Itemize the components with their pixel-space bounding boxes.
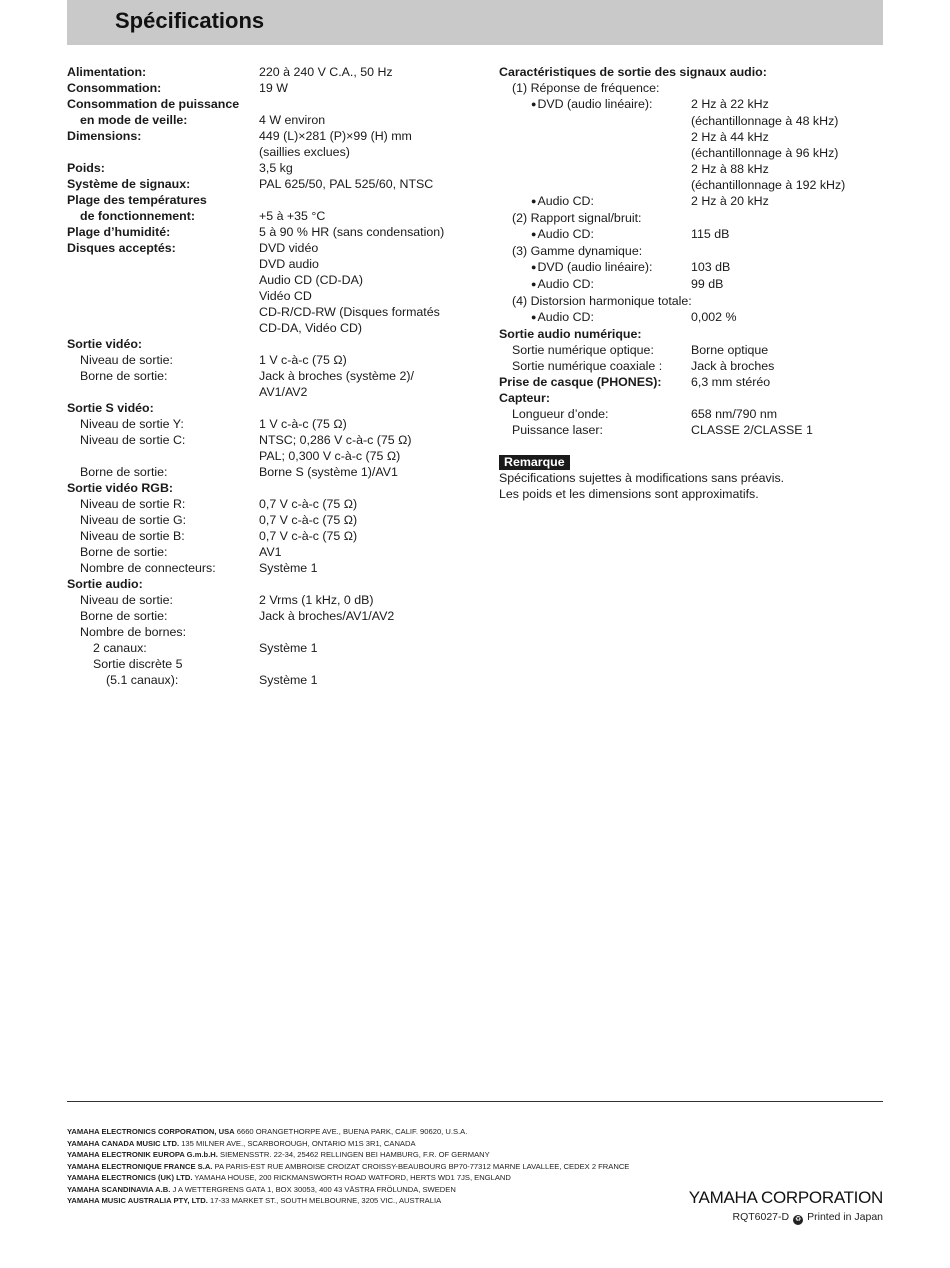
spec-value: 2 Hz à 22 kHz: [691, 97, 769, 111]
spec-label: ● Audio CD:: [499, 193, 691, 210]
spec-row: [67, 240, 467, 256]
spec-value: CD-DA, Vidéo CD): [259, 321, 363, 335]
spec-value: 2 Hz à 44 kHz: [691, 130, 769, 144]
footer-address-line: [67, 1172, 707, 1184]
spec-label: Dimensions:: [67, 129, 142, 143]
footer-address-line: [67, 1161, 707, 1173]
specs-right-column: [499, 64, 883, 502]
spec-row: [67, 352, 467, 368]
footer-address: J A WETTERGRENS GATA 1, BOX 30053, 400 43 VÄSTRA FRÖLUNDA, SWEDEN: [172, 1184, 456, 1194]
spec-value: [259, 192, 467, 208]
spec-label: de fonctionnement:: [80, 209, 195, 223]
spec-value: 0,7 V c-à-c (75 Ω): [259, 529, 358, 543]
spec-label: [67, 288, 259, 304]
spec-value: Vidéo CD: [259, 289, 312, 303]
spec-value: [259, 400, 467, 416]
spec-label: Consommation:: [67, 81, 162, 95]
spec-label: Borne de sortie:: [80, 369, 168, 383]
spec-label: [67, 448, 259, 464]
spec-label: (2) Rapport signal/bruit:: [512, 211, 642, 225]
spec-label: Plage des températures: [67, 193, 207, 207]
spec-label: Sortie S vidéo:: [67, 401, 154, 415]
footer-address-line: [67, 1138, 707, 1150]
spec-value: 2 Hz à 20 kHz: [691, 194, 769, 208]
spec-row: [499, 293, 883, 309]
spec-row: [67, 336, 467, 352]
spec-value: 2 Hz à 88 kHz: [691, 162, 769, 176]
spec-row: [499, 80, 883, 96]
spec-row: [67, 64, 467, 80]
spec-label: Prise de casque (PHONES):: [499, 375, 662, 389]
spec-row: [67, 496, 467, 512]
note-line: Les poids et les dimensions sont approximatifs.: [499, 487, 759, 501]
recycle-icon: ♻: [794, 1216, 802, 1223]
spec-value: Système 1: [259, 673, 318, 687]
footer-address-line: [67, 1149, 707, 1161]
spec-value: AV1: [259, 545, 282, 559]
footer-address-line: [67, 1184, 707, 1196]
footer-company: YAMAHA SCANDINAVIA A.B.: [67, 1184, 171, 1194]
spec-value: DVD audio: [259, 257, 319, 271]
note-badge: Remarque: [499, 455, 570, 470]
spec-value: Jack à broches (système 2)/: [259, 369, 414, 383]
spec-value: (échantillonnage à 96 kHz): [691, 146, 839, 160]
spec-row: [499, 113, 883, 129]
spec-value: Audio CD (CD-DA): [259, 273, 363, 287]
spec-label: en mode de veille:: [80, 113, 188, 127]
spec-row: [67, 560, 467, 576]
document-code: [733, 1211, 884, 1225]
spec-value: CD-R/CD-RW (Disques formatés: [259, 305, 440, 319]
spec-row: [67, 384, 467, 400]
spec-row: [67, 176, 467, 192]
spec-value: 0,7 V c-à-c (75 Ω): [259, 513, 358, 527]
spec-row: [499, 259, 883, 276]
spec-label: Puissance laser:: [512, 423, 603, 437]
spec-value: CLASSE 2/CLASSE 1: [691, 423, 813, 437]
spec-row: [67, 608, 467, 624]
spec-row: [67, 192, 467, 208]
spec-row: [499, 210, 883, 226]
spec-row: [499, 276, 883, 293]
spec-label: Plage d’humidité:: [67, 225, 171, 239]
spec-row: [67, 288, 467, 304]
note-section: [499, 454, 883, 502]
spec-row: [67, 128, 467, 144]
spec-label: 2 canaux:: [93, 641, 147, 655]
spec-row: [67, 320, 467, 336]
footer-address-line: [67, 1126, 707, 1138]
spec-label: Capteur:: [499, 391, 550, 405]
specs-right-list: [499, 64, 883, 438]
spec-label: [499, 177, 691, 193]
spec-value: [259, 624, 467, 640]
spec-label: [67, 256, 259, 272]
spec-row: [67, 528, 467, 544]
spec-row: [499, 145, 883, 161]
note-line: Spécifications sujettes à modifications sans préavis.: [499, 471, 785, 485]
spec-row: [67, 656, 467, 672]
spec-label: ● Audio CD:: [499, 309, 691, 326]
spec-value: (échantillonnage à 192 kHz): [691, 178, 846, 192]
spec-row: [499, 326, 883, 342]
spec-label: (5.1 canaux):: [106, 673, 179, 687]
footer-company: YAMAHA ELECTRONICS CORPORATION, USA: [67, 1127, 235, 1136]
spec-row: [67, 416, 467, 432]
spec-value: 19 W: [259, 81, 288, 95]
spec-label: [67, 320, 259, 336]
spec-label: [499, 145, 691, 161]
spec-label: Niveau de sortie C:: [80, 433, 186, 447]
spec-row: [67, 256, 467, 272]
spec-value: [259, 336, 467, 352]
spec-row: [499, 342, 883, 358]
spec-label: Sortie audio numérique:: [499, 327, 642, 341]
spec-value: [259, 480, 467, 496]
footer-address: 6660 ORANGETHORPE AVE., BUENA PARK, CALIF. 90620, U.S.A.: [236, 1127, 468, 1136]
spec-row: [67, 624, 467, 640]
spec-label: Sortie numérique coaxiale :: [512, 359, 663, 373]
printed-in-text: Printed in Japan: [807, 1211, 883, 1223]
spec-row: [499, 96, 883, 113]
spec-value: AV1/AV2: [259, 385, 308, 399]
spec-label: Sortie numérique optique:: [512, 343, 654, 357]
spec-value: 1 V c-à-c (75 Ω): [259, 417, 347, 431]
spec-row: [499, 193, 883, 210]
spec-label: [67, 384, 259, 400]
spec-row: [67, 672, 467, 688]
spec-row: [67, 432, 467, 448]
spec-label: Sortie discrète 5: [93, 657, 183, 671]
spec-label: Niveau de sortie:: [80, 593, 173, 607]
spec-value: Borne S (système 1)/AV1: [259, 465, 398, 479]
spec-value: 1 V c-à-c (75 Ω): [259, 353, 347, 367]
spec-row: [67, 304, 467, 320]
spec-row: [67, 592, 467, 608]
spec-row: [67, 160, 467, 176]
spec-value: Système 1: [259, 561, 318, 575]
spec-label: Caractéristiques de sortie des signaux audio:: [499, 65, 767, 79]
spec-label: Sortie vidéo RGB:: [67, 481, 174, 495]
spec-row: [67, 96, 467, 112]
spec-value: Jack à broches/AV1/AV2: [259, 609, 395, 623]
spec-label: Niveau de sortie:: [80, 353, 173, 367]
spec-label: [499, 129, 691, 145]
spec-value: 115 dB: [691, 227, 730, 241]
spec-label: ● Audio CD:: [499, 276, 691, 293]
spec-label: [67, 272, 259, 288]
spec-value: 5 à 90 % HR (sans condensation): [259, 225, 445, 239]
spec-row: [67, 576, 467, 592]
spec-value: 103 dB: [691, 260, 731, 274]
footer-address: SIEMENSSTR. 22-34, 25462 RELLINGEN BEI HAMBURG, F.R. OF GERMANY: [220, 1150, 490, 1159]
spec-label: (1) Réponse de fréquence:: [512, 81, 660, 95]
spec-label: Niveau de sortie Y:: [80, 417, 184, 431]
spec-row: [67, 144, 467, 160]
spec-label: ● DVD (audio linéaire):: [499, 96, 691, 113]
spec-value: [259, 656, 467, 672]
spec-row: [67, 400, 467, 416]
spec-label: [499, 113, 691, 129]
spec-label: Alimentation:: [67, 65, 147, 79]
footer-address: YAMAHA HOUSE, 200 RICKMANSWORTH ROAD WATFORD, HERTS WD1 7JS, ENGLAND: [194, 1173, 511, 1182]
spec-row: [499, 374, 883, 390]
spec-row: [499, 243, 883, 259]
spec-value: NTSC; 0,286 V c-à-c (75 Ω): [259, 433, 412, 447]
spec-label: ● DVD (audio linéaire):: [499, 259, 691, 276]
page-header: [67, 0, 883, 45]
footer-divider: [67, 1101, 883, 1102]
spec-label: Borne de sortie:: [80, 465, 168, 479]
spec-label: Nombre de connecteurs:: [80, 561, 216, 575]
spec-value: 4 W environ: [259, 113, 326, 127]
document-code-text: RQT6027-D: [732, 1211, 790, 1223]
spec-row: [67, 448, 467, 464]
footer-address: 135 MILNER AVE., SCARBOROUGH, ONTARIO M1S 3R1, CANADA: [181, 1138, 416, 1148]
spec-value: (échantillonnage à 48 kHz): [691, 114, 839, 128]
footer-address: PA PARIS-EST RUE AMBROISE CROIZAT CROISSY-BEAUBOURG BP70-77312 MARNE LAVALLEE, CEDEX 2 FRANCE: [214, 1161, 630, 1171]
spec-row: [499, 422, 883, 438]
spec-row: [499, 177, 883, 193]
spec-label: Longueur d’onde:: [512, 407, 609, 421]
spec-value: DVD vidéo: [259, 241, 319, 255]
spec-label: (4) Distorsion harmonique totale:: [512, 294, 692, 308]
spec-label: [499, 161, 691, 177]
spec-value: 6,3 mm stéréo: [691, 375, 771, 389]
spec-value: Jack à broches: [691, 359, 775, 373]
footer-company: YAMAHA CANADA MUSIC LTD.: [67, 1138, 180, 1148]
spec-value: 449 (L)×281 (P)×99 (H) mm: [259, 129, 412, 143]
spec-row: [499, 406, 883, 422]
footer-addresses: [67, 1126, 707, 1207]
footer-address: 17-33 MARKET ST., SOUTH MELBOURNE, 3205 VIC., AUSTRALIA: [210, 1196, 442, 1205]
spec-label: Niveau de sortie G:: [80, 513, 187, 527]
spec-row: [67, 480, 467, 496]
spec-value: (saillies exclues): [259, 145, 350, 159]
spec-row: [67, 368, 467, 384]
footer-address-line: [67, 1195, 707, 1207]
spec-value: +5 à +35 °C: [259, 209, 326, 223]
spec-row: [67, 208, 467, 224]
spec-row: [67, 224, 467, 240]
brand-logo: YAMAHA CORPORATION: [688, 1188, 883, 1207]
spec-value: Borne optique: [691, 343, 769, 357]
spec-label: Consommation de puissance: [67, 97, 240, 111]
spec-row: [67, 512, 467, 528]
spec-value: 0,002 %: [691, 310, 737, 324]
spec-row: [499, 309, 883, 326]
spec-value: PAL; 0,300 V c-à-c (75 Ω): [259, 449, 401, 463]
spec-row: [499, 358, 883, 374]
spec-label: [67, 304, 259, 320]
specs-left-column: [67, 64, 467, 688]
spec-value: [259, 576, 467, 592]
footer-company: YAMAHA ELECTRONICS (UK) LTD.: [67, 1173, 193, 1182]
spec-label: Disques acceptés:: [67, 241, 176, 255]
spec-label: Système de signaux:: [67, 177, 191, 191]
spec-label: Sortie audio:: [67, 577, 143, 591]
footer-company: YAMAHA ELECTRONIK EUROPA G.m.b.H.: [67, 1150, 218, 1159]
footer-company: YAMAHA MUSIC AUSTRALIA PTY, LTD.: [67, 1196, 208, 1205]
spec-label: ● Audio CD:: [499, 226, 691, 243]
spec-label: (3) Gamme dynamique:: [512, 244, 643, 258]
spec-label: Sortie vidéo:: [67, 337, 143, 351]
spec-label: Niveau de sortie R:: [80, 497, 186, 511]
spec-row: [499, 129, 883, 145]
spec-row: [499, 390, 883, 406]
spec-value: [259, 96, 467, 112]
page-title: Spécifications: [115, 8, 265, 33]
spec-row: [67, 464, 467, 480]
spec-value: PAL 625/50, PAL 525/60, NTSC: [259, 177, 434, 191]
footer-company: YAMAHA ELECTRONIQUE FRANCE S.A.: [67, 1161, 213, 1171]
spec-row: [67, 640, 467, 656]
spec-row: [67, 272, 467, 288]
spec-row: [499, 64, 883, 80]
spec-value: Système 1: [259, 641, 318, 655]
spec-label: [67, 144, 259, 160]
spec-value: 220 à 240 V C.A., 50 Hz: [259, 65, 393, 79]
spec-value: 99 dB: [691, 277, 724, 291]
spec-row: [67, 544, 467, 560]
spec-value: 2 Vrms (1 kHz, 0 dB): [259, 593, 374, 607]
spec-label: Borne de sortie:: [80, 545, 168, 559]
spec-row: [499, 161, 883, 177]
spec-value: 3,5 kg: [259, 161, 293, 175]
spec-row: [67, 112, 467, 128]
spec-label: Poids:: [67, 161, 105, 175]
spec-label: Niveau de sortie B:: [80, 529, 185, 543]
spec-label: Borne de sortie:: [80, 609, 168, 623]
spec-row: [499, 226, 883, 243]
spec-label: Nombre de bornes:: [80, 625, 187, 639]
spec-value: 0,7 V c-à-c (75 Ω): [259, 497, 358, 511]
spec-value: 658 nm/790 nm: [691, 407, 778, 421]
spec-row: [67, 80, 467, 96]
